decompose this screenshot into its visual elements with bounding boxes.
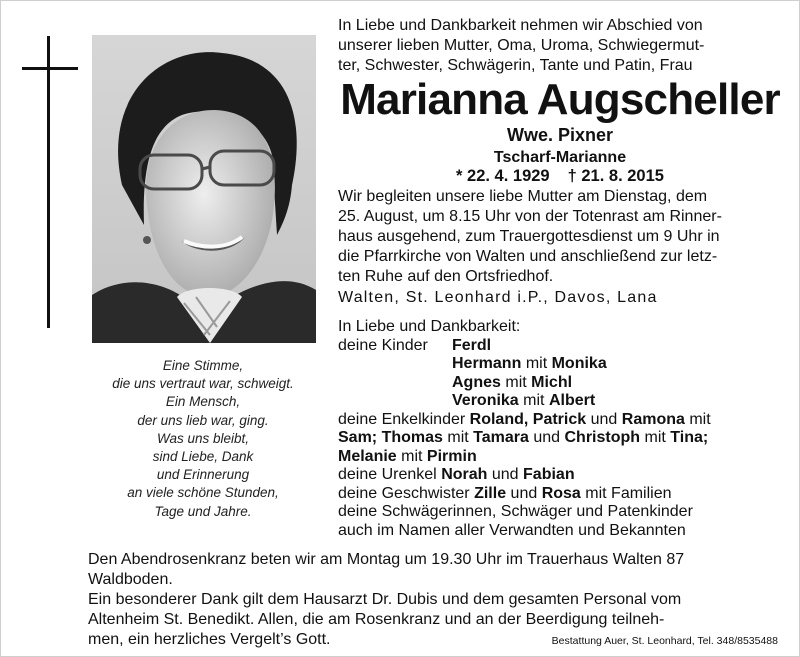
child-name: Ferdl xyxy=(452,336,492,354)
grandchild-name: Melanie xyxy=(338,447,397,465)
poem-line: an viele schöne Stunden, xyxy=(127,485,279,501)
grandchildren-row xyxy=(338,448,788,467)
widow-name: Wwe. Pixner xyxy=(506,125,614,145)
funeral-line: haus ausgehend, zum Trauergottesdienst um 9 Uhr in xyxy=(338,228,720,245)
closing-line: Den Abendrosenkranz beten wir am Montag um 19.30 Uhr im Trauerhaus Walten 87 xyxy=(88,551,685,568)
birth-date: * 22. 4. 1929 xyxy=(456,167,550,185)
mourners-list xyxy=(338,318,788,540)
undertaker-credit: Bestattung Auer, St. Leonhard, Tel. 348/8535488 xyxy=(551,635,778,647)
children-row xyxy=(338,355,788,374)
funeral-line: 25. August, um 8.15 Uhr von der Totenrast am Rinner- xyxy=(338,208,722,225)
deceased-name: Marianna Augscheller xyxy=(340,75,780,124)
grandchildren-row xyxy=(338,429,788,448)
connector-text: mit xyxy=(447,429,469,446)
poem-line: Tage und Jahre. xyxy=(154,503,252,519)
funeral-line: ten Ruhe auf den Ortsfriedhof. xyxy=(338,268,554,285)
portrait-photo xyxy=(92,35,316,343)
sibling-name: Rosa xyxy=(541,484,581,502)
grandchildren-row xyxy=(338,411,788,430)
children-label: deine Kinder xyxy=(338,336,428,354)
life-dates xyxy=(330,166,790,186)
grandchild-name: Ramona xyxy=(621,410,685,428)
connector-text: und xyxy=(510,484,538,502)
grandchildren-label: deine Enkelkinder xyxy=(338,410,466,428)
in-laws-row: deine Schwägerinnen, Schwäger und Patenkinder xyxy=(338,503,693,520)
intro-line: ter, Schwester, Schwägerin, Tante und Patin, Frau xyxy=(338,57,693,74)
connector-text: mit xyxy=(689,410,711,428)
child-connector: mit xyxy=(525,355,548,372)
nickname: Tscharf-Marianne xyxy=(493,149,627,166)
connector-text: und xyxy=(491,466,519,483)
connector-text: und xyxy=(590,410,618,428)
children-row xyxy=(338,374,788,393)
poem-line: Ein Mensch, xyxy=(165,394,241,410)
child-partner: Michl xyxy=(531,373,573,391)
grandchild-name: Patrick xyxy=(532,410,587,428)
closing-line: Ein besonderer Dank gilt dem Hausarzt Dr. Dubis und dem gesamten Personal vom xyxy=(88,591,682,608)
grandchild-name: Thomas xyxy=(381,429,443,446)
siblings-row xyxy=(338,485,788,504)
siblings-label: deine Geschwister xyxy=(338,484,470,502)
cross-vertical-bar xyxy=(47,36,50,328)
poem-line: sind Liebe, Dank xyxy=(152,449,254,465)
connector-text: mit xyxy=(401,447,423,465)
funeral-announcement xyxy=(338,187,780,287)
grandchild-partner: Sam; xyxy=(338,429,378,446)
grandchild-name: Christoph xyxy=(564,429,641,446)
grandchild-partner: Pirmin xyxy=(426,447,477,465)
grandchild-partner: Tamara xyxy=(473,429,529,446)
closing-line: men, ein herzliches Vergelt’s Gott. xyxy=(88,631,331,648)
child-partner: Albert xyxy=(548,392,596,409)
grandchild-partner: Tina; xyxy=(670,429,709,446)
sibling-name: Zille xyxy=(474,484,507,502)
closing-line: Waldboden. xyxy=(88,571,173,588)
child-entry xyxy=(452,374,572,393)
child-connector: mit xyxy=(505,373,527,391)
poem-line: der uns lieb war, ging. xyxy=(137,412,269,428)
intro-line: unserer lieben Mutter, Oma, Uroma, Schwiegermut- xyxy=(338,37,705,54)
child-name: Hermann xyxy=(452,355,522,372)
others-row: auch im Namen aller Verwandten und Bekannten xyxy=(338,521,686,539)
connector-text: mit xyxy=(644,429,666,446)
cross-horizontal-bar xyxy=(22,67,78,70)
great-grandchildren-label: deine Urenkel xyxy=(338,466,437,483)
family-opening: In Liebe und Dankbarkeit: xyxy=(338,318,521,335)
intro-paragraph xyxy=(338,16,778,76)
connector-text: und xyxy=(533,429,561,446)
portrait-image xyxy=(92,35,316,343)
poem xyxy=(88,357,318,521)
places-line: Walten, St. Leonhard i.P., Davos, Lana xyxy=(338,289,658,306)
funeral-line: die Pfarrkirche von Walten und anschließend zur letz- xyxy=(338,248,718,265)
poem-line: und Erinnerung xyxy=(156,467,250,483)
child-connector: mit xyxy=(523,392,545,409)
connector-text: mit Familien xyxy=(585,484,672,502)
children-row xyxy=(338,337,788,356)
closing-line: Altenheim St. Benedikt. Allen, die am Rosenkranz und an der Beerdigung teilneh- xyxy=(88,611,665,628)
great-grandchild-name: Norah xyxy=(441,466,488,483)
children-row xyxy=(338,392,788,411)
child-name: Agnes xyxy=(452,373,501,391)
grandchild-name: Roland, xyxy=(469,410,529,428)
child-entry xyxy=(452,392,595,411)
poem-line: die uns vertraut war, schweigt. xyxy=(112,376,294,392)
child-name: Veronika xyxy=(452,392,519,409)
death-date: † 21. 8. 2015 xyxy=(567,167,664,185)
great-grandchildren-row xyxy=(338,466,788,485)
intro-line: In Liebe und Dankbarkeit nehmen wir Abschied von xyxy=(338,17,703,34)
child-entry xyxy=(452,355,607,374)
child-partner: Monika xyxy=(551,355,607,372)
poem-line: Was uns bleibt, xyxy=(156,430,250,446)
poem-line: Eine Stimme, xyxy=(162,358,244,373)
funeral-line: Wir begleiten unsere liebe Mutter am Dienstag, dem xyxy=(338,188,708,205)
great-grandchild-name: Fabian xyxy=(523,466,575,483)
